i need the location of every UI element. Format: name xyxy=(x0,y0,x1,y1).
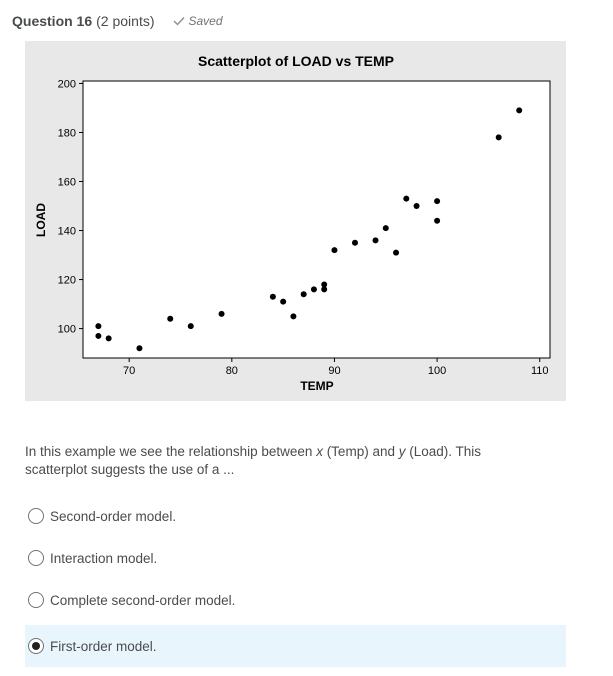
x-tick-label: 90 xyxy=(328,365,341,377)
chart-title: Scatterplot of LOAD vs TEMP xyxy=(197,53,395,69)
data-point xyxy=(167,316,173,322)
data-point xyxy=(434,218,440,224)
data-point xyxy=(383,225,389,231)
x-axis-label: TEMP xyxy=(300,379,334,393)
prompt-var-x: x xyxy=(316,444,323,459)
question-points: (2 points) xyxy=(96,13,155,29)
prompt-text-1: In this example we see the relationship between xyxy=(25,444,317,459)
option-label: First-order model. xyxy=(50,638,157,654)
data-point xyxy=(106,335,112,341)
x-tick-label: 110 xyxy=(530,365,549,377)
option-complete-second-order[interactable] xyxy=(25,579,566,621)
prompt-text-2: (Temp) and xyxy=(322,444,399,459)
data-point xyxy=(301,291,307,297)
radio-button[interactable] xyxy=(28,592,44,608)
x-tick-label: 70 xyxy=(123,365,136,377)
radio-button[interactable] xyxy=(28,550,44,566)
y-tick-label: 140 xyxy=(57,225,76,238)
data-point xyxy=(434,198,440,204)
scatterplot-figure xyxy=(25,41,566,401)
data-point xyxy=(219,311,225,317)
prompt-text-3: (Load). This scatterplot suggests the use of a ... xyxy=(25,444,482,477)
data-point xyxy=(393,250,399,256)
data-point xyxy=(311,286,317,292)
data-point xyxy=(373,237,379,243)
question-title: Question 16 xyxy=(12,13,93,29)
question-prompt xyxy=(25,443,545,479)
radio-button-selected[interactable] xyxy=(28,638,44,654)
radio-dot xyxy=(32,642,40,650)
option-first-order[interactable] xyxy=(25,625,566,667)
checkmark-icon xyxy=(173,16,185,26)
radio-button[interactable] xyxy=(28,508,44,524)
y-axis-label: LOAD xyxy=(34,203,48,237)
data-point xyxy=(188,323,194,329)
data-point xyxy=(95,333,101,339)
data-point xyxy=(331,247,337,253)
option-label: Complete second-order model. xyxy=(50,592,236,608)
y-tick-label: 200 xyxy=(57,78,76,91)
saved-label: Saved xyxy=(188,14,223,28)
option-label: Second-order model. xyxy=(50,508,177,524)
data-point xyxy=(403,196,409,202)
data-point xyxy=(270,294,276,300)
data-point xyxy=(95,323,101,329)
option-interaction[interactable] xyxy=(25,537,566,579)
option-label: Interaction model. xyxy=(50,550,158,566)
data-point xyxy=(290,313,296,319)
saved-status xyxy=(173,14,223,28)
y-tick-label: 120 xyxy=(57,274,76,287)
data-point xyxy=(280,299,286,305)
prompt-var-y: y xyxy=(398,444,406,459)
data-point xyxy=(496,134,502,140)
question-header xyxy=(12,10,223,32)
data-point xyxy=(321,286,327,292)
scatterplot-chart xyxy=(25,41,566,401)
option-second-order[interactable] xyxy=(25,495,566,537)
x-tick-label: 100 xyxy=(427,365,447,377)
y-tick-label: 100 xyxy=(57,323,76,336)
y-tick-label: 180 xyxy=(57,127,76,140)
data-point xyxy=(414,203,420,209)
data-point xyxy=(516,107,522,113)
plot-area xyxy=(83,81,550,358)
data-point xyxy=(136,345,142,351)
data-point xyxy=(352,240,358,246)
x-tick-label: 80 xyxy=(225,365,238,377)
y-tick-label: 160 xyxy=(57,176,76,189)
